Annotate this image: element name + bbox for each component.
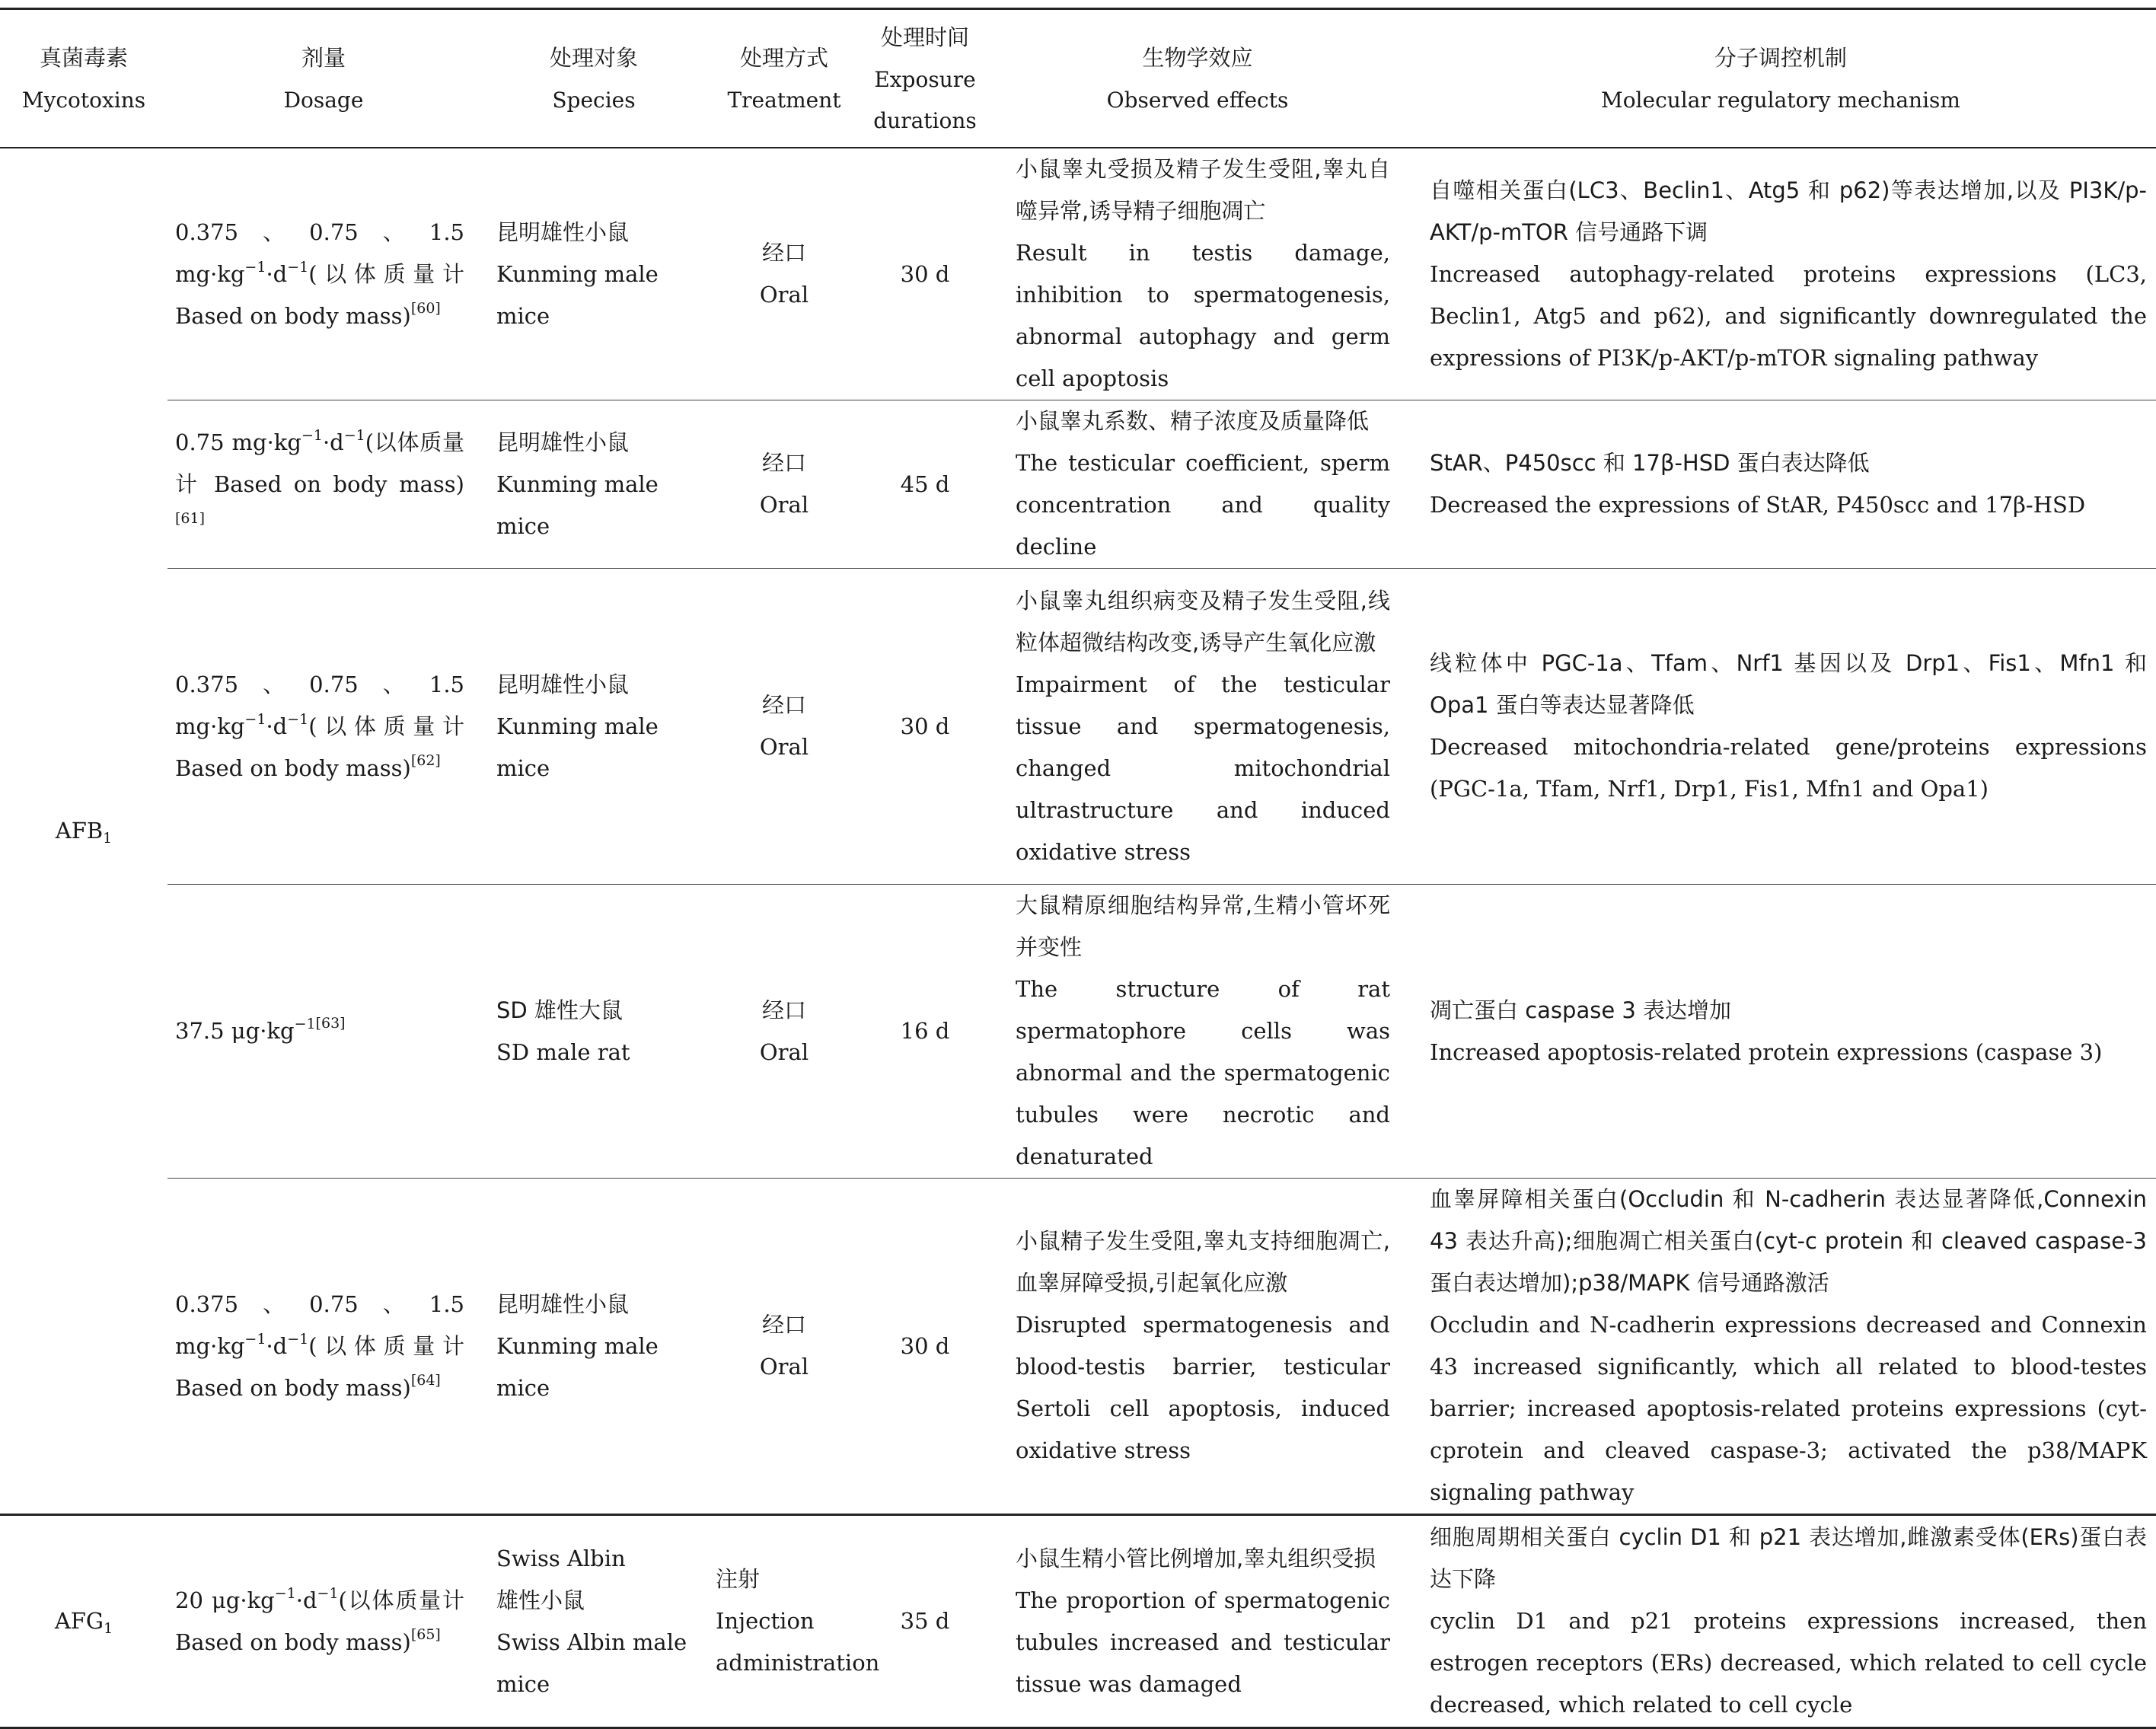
header-exposure-durations: 处理时间 Exposure durations [860,9,990,148]
dosage-cell: 0.375、0.75、1.5 $mg\cdot kg^{-1}\cdot d^{-1}$(以体质量计 Based on body mass)[62] [167,569,480,885]
mycotoxin-cell-afb1 [0,148,167,1515]
mechanism-cell: 细胞周期相关蛋白 cyclin D1 和 p21 表达增加,雌激素受体(ERs)蛋白表达下降 cyclin D1 and p21 proteins expressions increased, then estrogen receptors (ERs) decreased, which related to cell cycle decreased, which related to cell cycle [1405,1515,2156,1728]
species-cell: 昆明雄性小鼠 Kunming male mice [480,148,708,400]
mechanism-cell: StAR、P450scc 和 17β-HSD 蛋白表达降低 Decreased the expressions of StAR, P450scc and 17β-HSD [1405,400,2156,569]
citation: [64] [410,1371,441,1389]
effect-cell: 小鼠生精小管比例增加,睾丸组织受损 The proportion of spermatogenic tubules increased and testicular tissue was damaged [990,1515,1405,1728]
species-cell: 昆明雄性小鼠 Kunming male mice [480,400,708,569]
duration-cell: 35 d [860,1515,990,1728]
dosage-cell: 0.375、0.75、1.5 $mg\cdot kg^{-1}\cdot d^{-1}$(以体质量计 Based on body mass)[60] [167,148,480,400]
mycotoxin-cell-afg1 [0,1515,167,1728]
effect-cell: 小鼠睾丸系数、精子浓度及质量降低 The testicular coefficient, sperm concentration and quality decline [990,400,1405,569]
effect-cell: 小鼠睾丸受损及精子发生受阻,睾丸自噬异常,诱导精子细胞凋亡 Result in testis damage, inhibition to spermatogenesis, abnormal autophagy and germ cell apoptosis [990,148,1405,400]
mycotoxin-subscript: 1 [104,1620,113,1637]
duration-cell: 30 d [860,148,990,400]
treatment-cell: 经口 Oral [708,148,860,400]
header-treatment: 处理方式 Treatment [708,9,860,148]
duration-cell: 30 d [860,1179,990,1515]
duration-cell: 30 d [860,569,990,885]
effect-cell: 大鼠精原细胞结构异常,生精小管坏死并变性 The structure of rat spermatophore cells was abnormal and the spermatogenic tubules were necrotic and denaturated [990,885,1405,1179]
header-mycotoxins: 真菌毒素 Mycotoxins [0,9,167,148]
table-row [0,1515,2156,1728]
treatment-cell: 经口 Oral [708,1179,860,1515]
mechanism-cell: 自噬相关蛋白(LC3、Beclin1、Atg5 和 p62)等表达增加,以及 PI3K/p-AKT/p-mTOR 信号通路下调 Increased autophagy-related proteins expressions (LC3, Beclin1, Atg5 and p62), and significantly downregulated the expressions of PI3K/p-AKT/p-mTOR signaling pathway [1405,148,2156,400]
mycotoxin-name: AFG [54,1608,104,1634]
mycotoxin-subscript: 1 [103,830,113,847]
table-row [0,569,2156,885]
table-row [0,148,2156,400]
effect-cell: 小鼠精子发生受阻,睾丸支持细胞凋亡,血睾屏障受损,引起氧化应激 Disrupted spermatogenesis and blood-testis barrier, testicular Sertoli cell apoptosis, induced oxidative stress [990,1179,1405,1515]
species-cell: Swiss Albin 雄性小鼠 Swiss Albin male mice [480,1515,708,1728]
table-row [0,400,2156,569]
mycotoxin-table [0,8,2156,1729]
table-row [0,885,2156,1179]
species-cell: SD 雄性大鼠 SD male rat [480,885,708,1179]
dosage-cell: 0.375、0.75、1.5 $mg\cdot kg^{-1}\cdot d^{-1}$(以体质量计 Based on body mass)[64] [167,1179,480,1515]
species-cell: 昆明雄性小鼠 Kunming male mice [480,569,708,885]
header-observed-effects: 生物学效应 Observed effects [990,9,1405,148]
duration-cell: 16 d [860,885,990,1179]
dosage-cell: 37.5 μg·kg$^{-1[63]}$ [167,885,480,1179]
mechanism-cell: 凋亡蛋白 caspase 3 表达增加 Increased apoptosis-related protein expressions (caspase 3) [1405,885,2156,1179]
header-row [0,9,2156,148]
dosage-cell: 0.75 $mg\cdot kg^{-1}\cdot d^{-1}$(以体质量计 Based on body mass)[61] [167,400,480,569]
dosage-cell: 20 $\mu g\cdot kg^{-1}\cdot d^{-1}$(以体质量计 Based on body mass)[65] [167,1515,480,1728]
treatment-cell: 经口 Oral [708,885,860,1179]
treatment-cell: 经口 Oral [708,400,860,569]
table-row [0,1179,2156,1515]
duration-cell: 45 d [860,400,990,569]
header-species: 处理对象 Species [480,9,708,148]
header-mechanism: 分子调控机制 Molecular regulatory mechanism [1405,9,2156,148]
species-cell: 昆明雄性小鼠 Kunming male mice [480,1179,708,1515]
citation: [65] [410,1625,441,1643]
citation: [60] [410,299,441,317]
citation: [61] [175,509,206,527]
citation: [62] [410,751,441,769]
treatment-cell: 注射 Injection administration [708,1515,860,1728]
mycotoxin-name: AFB [55,818,104,844]
treatment-cell: 经口 Oral [708,569,860,885]
effect-cell: 小鼠睾丸组织病变及精子发生受阻,线粒体超微结构改变,诱导产生氧化应激 Impairment of the testicular tissue and spermatogenesis, changed mitochondrial ultrastructure and induced oxidative stress [990,569,1405,885]
citation: [63] [315,1015,346,1032]
mechanism-cell: 血睾屏障相关蛋白(Occludin 和 N-cadherin 表达显著降低,Connexin 43 表达升高);细胞凋亡相关蛋白(cyt-c protein 和 cleaved caspase-3 蛋白表达增加);p38/MAPK 信号通路激活 Occludin and N-cadherin expressions decreased and Connexin 43 increased significantly, which all related to blood-testes barrier; increased apoptosis-related proteins expressions (cyt-cprotein and cleaved caspase-3; activated the p38/MAPK signaling pathway [1405,1179,2156,1515]
mechanism-cell: 线粒体中 PGC-1a、Tfam、Nrf1 基因以及 Drp1、Fis1、Mfn1 和 Opa1 蛋白等表达显著降低 Decreased mitochondria-related gene/proteins expressions (PGC-1a, Tfam, Nrf1, Drp1, Fis1, Mfn1 and Opa1) [1405,569,2156,885]
header-dosage: 剂量 Dosage [167,9,480,148]
